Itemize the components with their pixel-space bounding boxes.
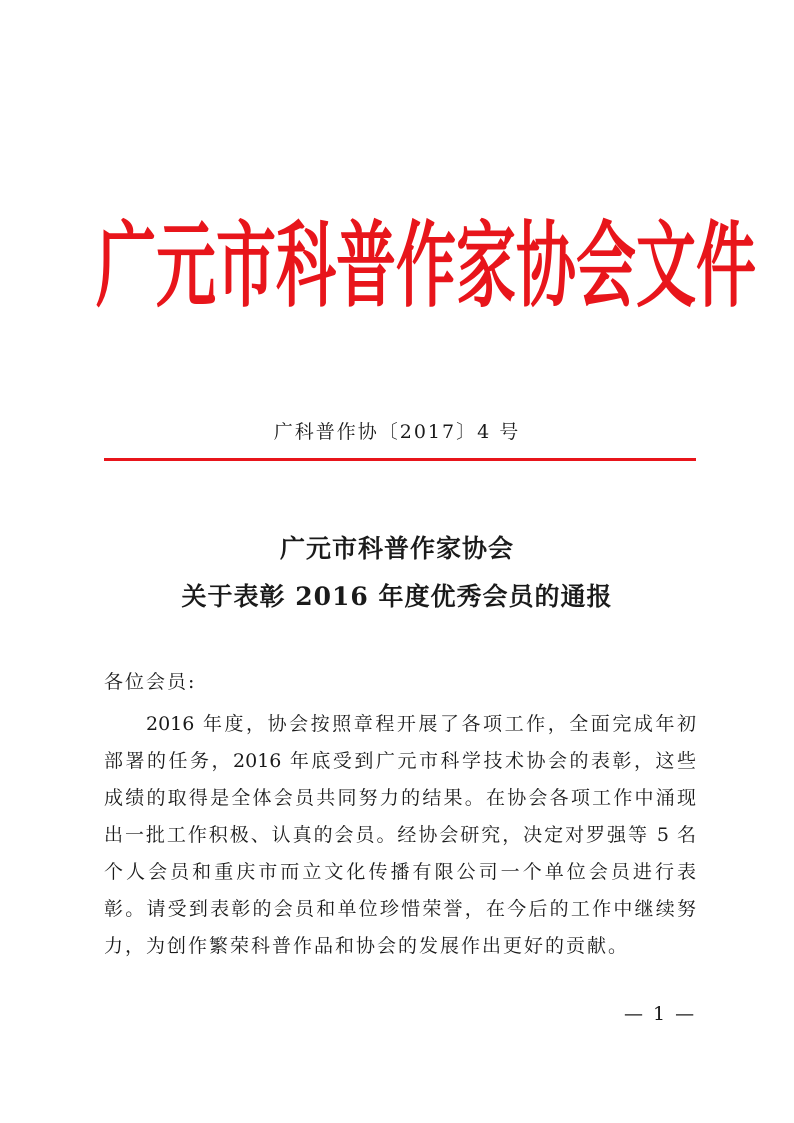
header-title-char: 元 [156,212,216,322]
header-title-char: 市 [216,212,276,322]
header-red-rule [104,458,696,461]
subject-title-line-2: 关于表彰 2016 年度优秀会员的通报 [181,582,613,611]
body-line: 彰。请受到表彰的会员和单位珍惜荣誉，在今后的工作中继续努 [104,898,696,920]
header-title-char: 会 [576,212,636,322]
page-number: — 1 — [624,1003,697,1025]
header-title-char: 文 [636,212,696,322]
header-title-char: 科 [276,212,336,322]
header-title-char: 广 [96,212,156,322]
document-number: 广科普作协〔2017〕4 号 [273,421,521,443]
body-line: 出一批工作积极、认真的会员。经协会研究，决定对罗强等 5 名 [104,824,696,846]
body-line: 2016 年度，协会按照章程开展了各项工作，全面完成年初 [146,713,696,735]
salutation: 各位会员: [104,671,197,693]
header-title-char: 作 [396,212,456,322]
header-title-char: 件 [696,212,756,322]
body-line: 成绩的取得是全体会员共同努力的结果。在协会各项工作中涌现 [104,787,696,809]
body-line: 力，为创作繁荣科普作品和协会的发展作出更好的贡献。 [104,935,630,957]
body-line: 个人会员和重庆市而立文化传播有限公司一个单位会员进行表 [104,861,696,883]
header-title-char: 家 [456,212,516,322]
header-title-char: 普 [336,212,396,322]
document-header-title [96,212,756,322]
header-title-char: 协 [516,212,576,322]
body-line: 部署的任务，2016 年底受到广元市科学技术协会的表彰，这些 [104,750,696,772]
subject-title-line-1: 广元市科普作家协会 [279,534,514,563]
